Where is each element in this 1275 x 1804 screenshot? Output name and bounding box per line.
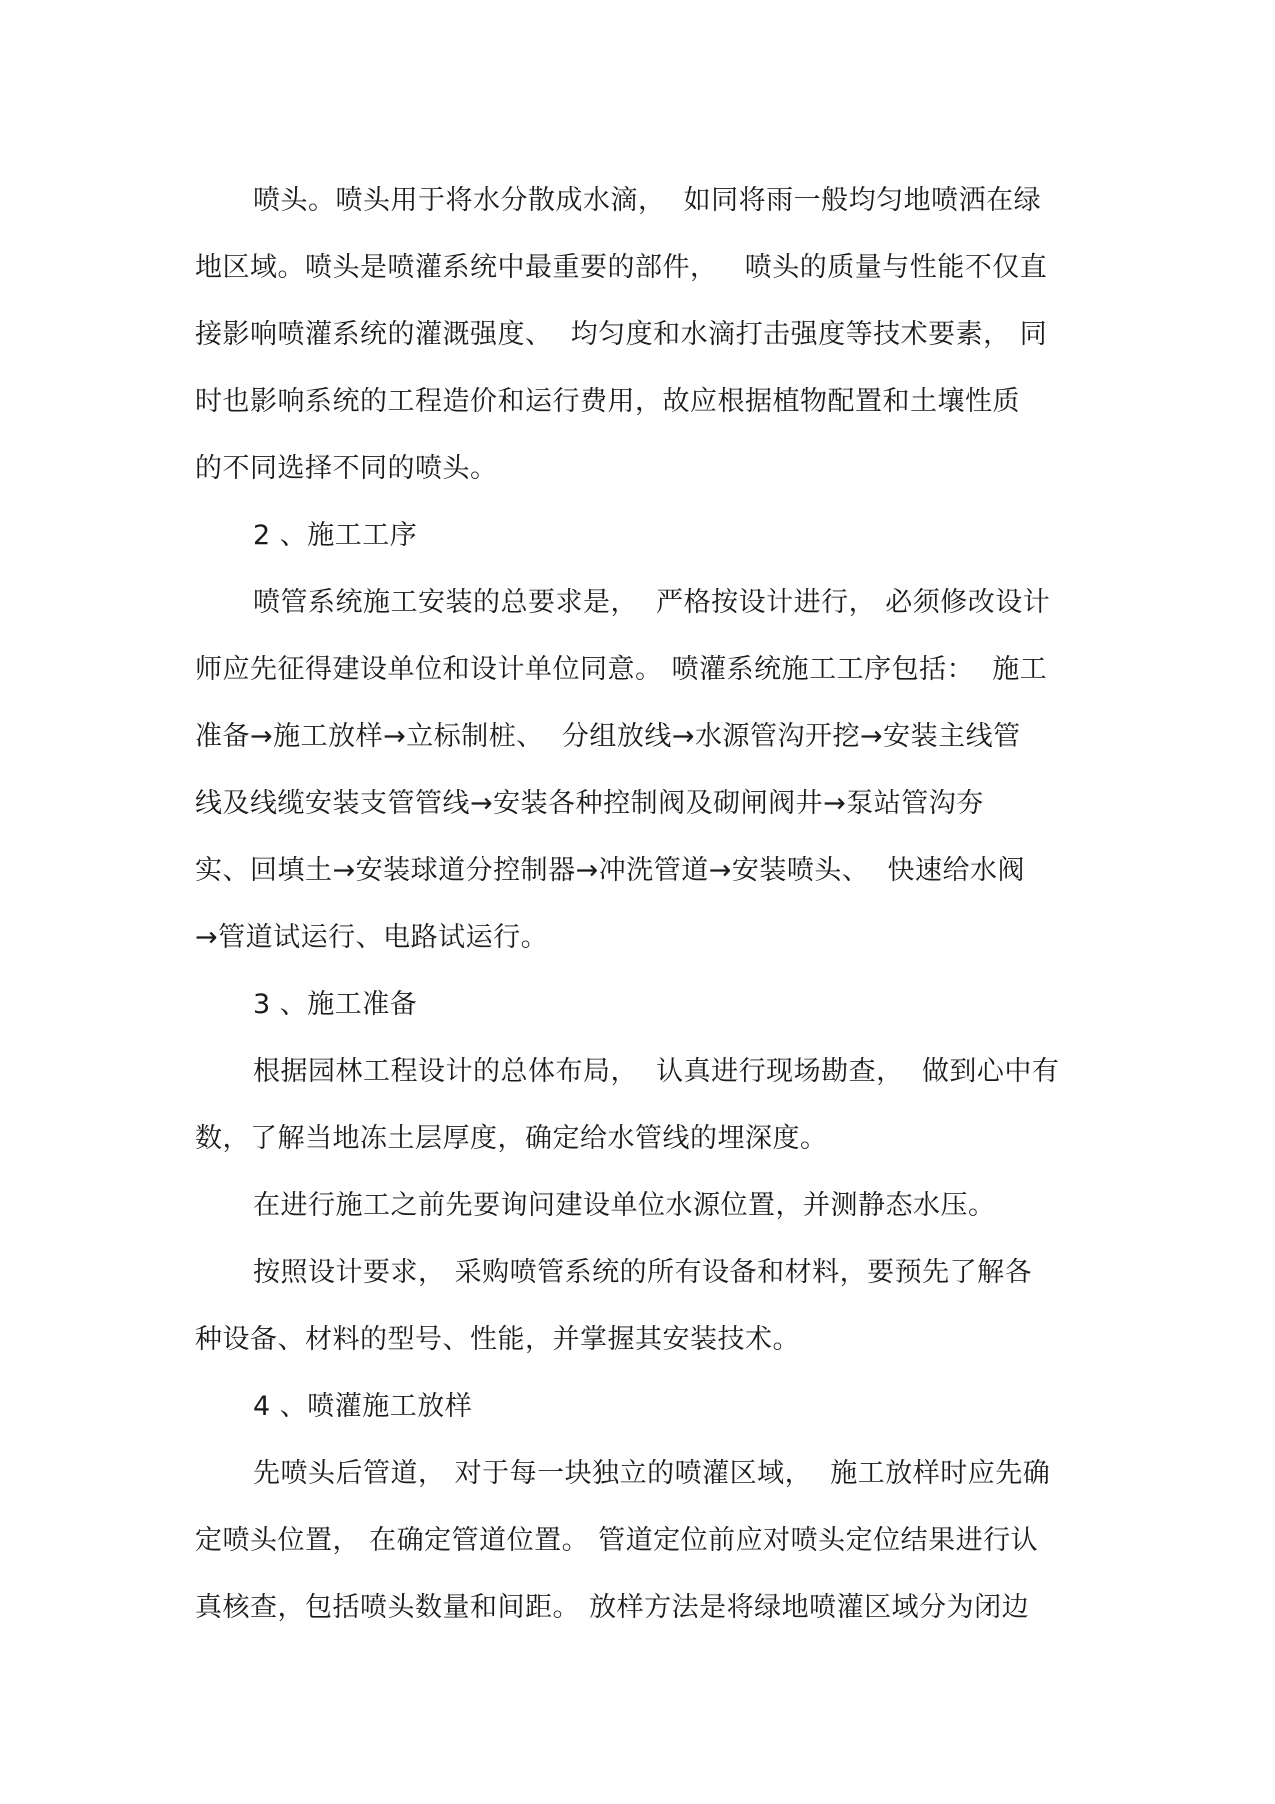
- paragraph-line: 按照设计要求， 采购喷管系统的所有设备和材料，要预先了解各: [253, 1257, 1033, 1288]
- paragraph-line: 喷管系统施工安装的总要求是， 严格按设计进行， 必须修改设计: [253, 587, 1051, 618]
- paragraph-line: 数，了解当地冻土层厚度，确定给水管线的埋深度。: [195, 1123, 828, 1154]
- paragraph-line: 准备→施工放样→立标制桩、 分组放线→水源管沟开挖→安装主线管: [195, 721, 1021, 752]
- paragraph-line: 根据园林工程设计的总体布局， 认真进行现场勘查， 做到心中有: [253, 1056, 1060, 1087]
- paragraph-line: 先喷头后管道， 对于每一块独立的喷灌区域， 施工放样时应先确: [253, 1458, 1051, 1489]
- section-heading: 4 、喷灌施工放样: [253, 1391, 473, 1422]
- paragraph-line: 师应先征得建设单位和设计单位同意。 喷灌系统施工工序包括： 施工: [195, 654, 1048, 685]
- paragraph-line: 时也影响系统的工程造价和运行费用，故应根据植物配置和土壤性质: [195, 386, 1020, 417]
- paragraph-line: →管道试运行、电路试运行。: [195, 922, 549, 953]
- paragraph-line: 真核查，包括喷头数量和间距。 放样方法是将绿地喷灌区域分为闭边: [195, 1592, 1030, 1623]
- paragraph-line: 定喷头位置， 在确定管道位置。 管道定位前应对喷头定位结果进行认: [195, 1525, 1039, 1556]
- section-heading: 3 、施工准备: [253, 989, 418, 1020]
- paragraph-line: 的不同选择不同的喷头。: [195, 453, 498, 484]
- paragraph-line: 喷头。喷头用于将水分散成水滴， 如同将雨一般均匀地喷洒在绿: [253, 185, 1042, 216]
- section-heading: 2 、施工工序: [253, 520, 418, 551]
- paragraph-line: 线及线缆安装支管管线→安装各种控制阀及砌闸阀井→泵站管沟夯: [195, 788, 984, 819]
- paragraph-line: 接影响喷灌系统的灌溉强度、 均匀度和水滴打击强度等技术要素， 同: [195, 319, 1048, 350]
- paragraph-line: 种设备、材料的型号、性能，并掌握其安装技术。: [195, 1324, 800, 1355]
- paragraph-line: 实、回填土→安装球道分控制器→冲洗管道→安装喷头、 快速给水阀: [195, 855, 1026, 886]
- paragraph-line: 地区域。喷头是喷灌系统中最重要的部件， 喷头的质量与性能不仅直: [195, 252, 1048, 283]
- paragraph-line: 在进行施工之前先要询问建设单位水源位置，并测静态水压。: [253, 1190, 996, 1221]
